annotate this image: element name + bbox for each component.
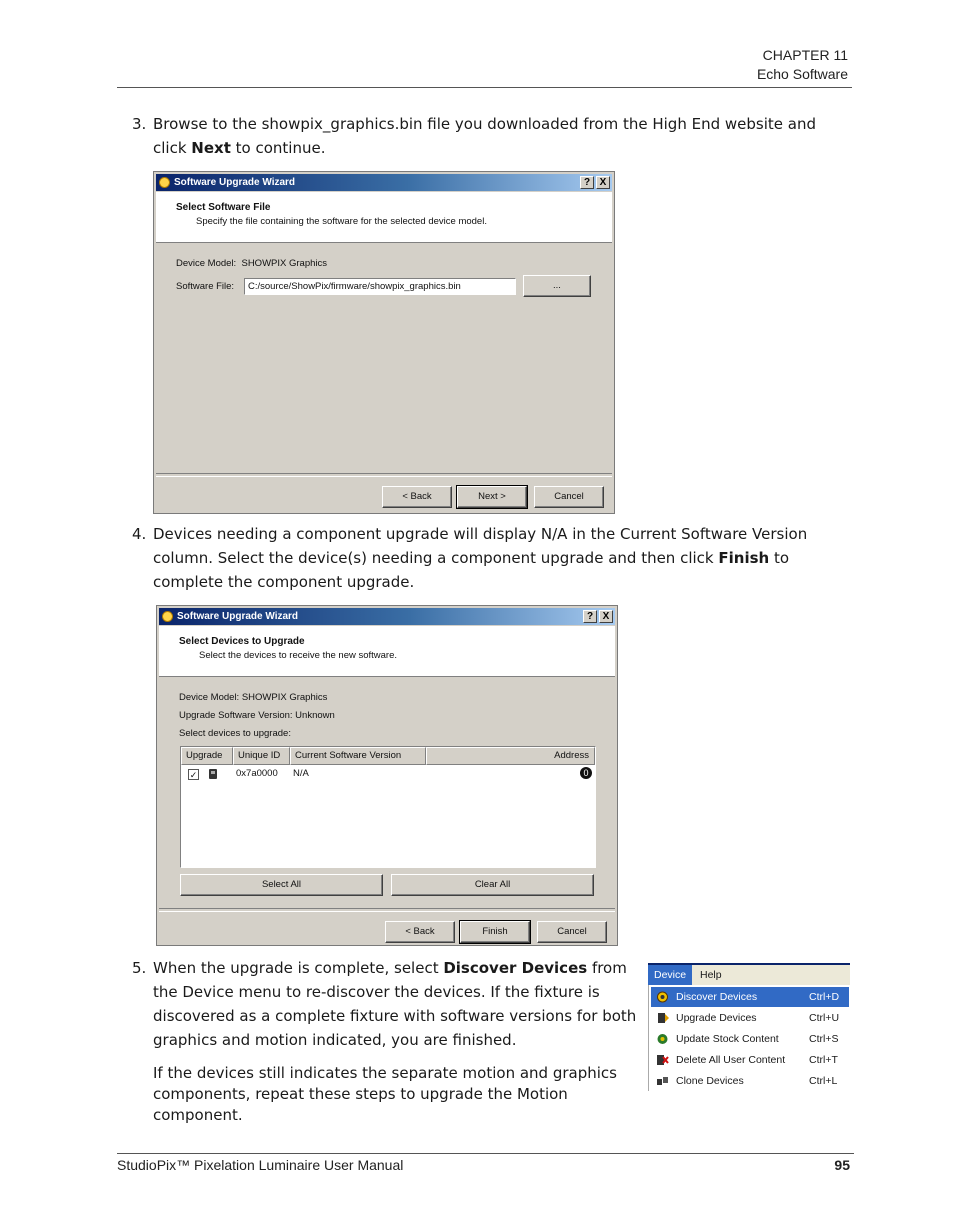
cancel-button[interactable]: Cancel bbox=[534, 486, 604, 508]
menu-item-update-stock-content[interactable]: Update Stock Content Ctrl+S bbox=[651, 1029, 849, 1049]
upgrade-icon bbox=[656, 1012, 669, 1024]
next-button[interactable]: Next > bbox=[457, 486, 527, 508]
step-4: 4. Devices needing a component upgrade will display N/A in the Current Software Version column. Select the device(s) needing a component upgrade and then click Finish to complete the component upgrade. bbox=[132, 525, 808, 591]
devices-list[interactable] bbox=[180, 746, 596, 868]
menu-help[interactable]: Help bbox=[700, 969, 722, 981]
page-number: 95 bbox=[834, 1157, 850, 1173]
software-file-input[interactable]: C:/source/ShowPix/firmware/showpix_graphics.bin bbox=[244, 278, 516, 295]
software-upgrade-wizard-file-dialog bbox=[153, 171, 615, 514]
column-unique-id[interactable]: Unique ID bbox=[233, 747, 290, 765]
browse-button[interactable]: ... bbox=[523, 275, 591, 297]
device-dropdown bbox=[648, 985, 850, 1091]
footer-rule bbox=[117, 1153, 854, 1154]
clone-icon bbox=[656, 1075, 669, 1087]
title-bar: Software Upgrade Wizard ? X bbox=[159, 608, 615, 625]
version-cell: N/A bbox=[293, 768, 309, 779]
step-3: 3. Browse to the showpix_graphics.bin file you downloaded from the High End website and click Next to continue. bbox=[132, 115, 816, 157]
title-bar: Software Upgrade Wizard ? X bbox=[156, 174, 612, 191]
menu-item-delete-all-user-content[interactable]: Delete All User Content Ctrl+T bbox=[651, 1050, 849, 1070]
dialog-separator bbox=[156, 473, 612, 477]
upgrade-version-text: Upgrade Software Version: Unknown bbox=[179, 710, 335, 721]
select-all-button[interactable]: Select All bbox=[180, 874, 383, 896]
back-button[interactable]: < Back bbox=[385, 921, 455, 943]
device-model-value: SHOWPIX Graphics bbox=[241, 258, 328, 269]
discover-icon bbox=[656, 991, 669, 1003]
clear-all-button[interactable]: Clear All bbox=[391, 874, 594, 896]
chapter-number: CHAPTER 11 bbox=[762, 47, 848, 63]
back-button[interactable]: < Back bbox=[382, 486, 452, 508]
chapter-title: Echo Software bbox=[756, 66, 848, 82]
upgrade-checkbox[interactable]: ✓ bbox=[189, 770, 198, 780]
address-cell: 0 bbox=[580, 767, 592, 779]
dialog-separator bbox=[159, 908, 615, 912]
close-button[interactable]: X bbox=[599, 610, 613, 623]
note-paragraph: If the devices still indicates the separate motion and graphics components, repeat these steps to upgrade the Motion component. bbox=[153, 1064, 617, 1124]
chapter-header bbox=[757, 46, 848, 84]
cancel-button[interactable]: Cancel bbox=[537, 921, 607, 943]
menu-item-discover-devices[interactable]: Discover Devices Ctrl+D bbox=[651, 987, 849, 1007]
device-menu-screenshot bbox=[648, 963, 850, 1091]
menu-bar bbox=[648, 963, 850, 985]
help-button[interactable]: ? bbox=[583, 610, 597, 623]
finish-button[interactable]: Finish bbox=[460, 921, 530, 943]
table-row[interactable] bbox=[182, 767, 594, 781]
wizard-header-panel: Select Software File Specify the file containing the software for the selected device model. bbox=[156, 192, 612, 243]
device-model-label: Device Model: bbox=[176, 258, 237, 269]
fixture-icon bbox=[208, 768, 218, 780]
wizard-header-panel: Select Devices to Upgrade Select the devices to receive the new software. bbox=[159, 626, 615, 677]
select-devices-label: Select devices to upgrade: bbox=[179, 728, 291, 739]
menu-item-upgrade-devices[interactable]: Upgrade Devices Ctrl+U bbox=[651, 1008, 849, 1028]
wizard-icon bbox=[159, 177, 170, 188]
help-button[interactable]: ? bbox=[580, 176, 594, 189]
column-address[interactable]: Address bbox=[426, 747, 595, 765]
column-upgrade[interactable]: Upgrade bbox=[181, 747, 233, 765]
device-model-text: Device Model: SHOWPIX Graphics bbox=[179, 692, 328, 703]
header-rule bbox=[117, 87, 852, 88]
software-upgrade-wizard-devices-dialog bbox=[156, 605, 618, 946]
menu-item-clone-devices[interactable]: Clone Devices Ctrl+L bbox=[651, 1071, 849, 1091]
column-current-software-version[interactable]: Current Software Version bbox=[290, 747, 426, 765]
close-button[interactable]: X bbox=[596, 176, 610, 189]
manual-title: StudioPix™ Pixelation Luminaire User Manual bbox=[117, 1157, 404, 1173]
menu-device[interactable]: Device bbox=[648, 965, 692, 985]
software-file-label: Software File: bbox=[176, 281, 235, 292]
delete-icon bbox=[656, 1054, 669, 1066]
unique-id-cell: 0x7a0000 bbox=[236, 768, 278, 779]
step-5: 5. When the upgrade is complete, select Discover Devices from the Device menu to re-discover the devices. If the fixture is discovered as a complete fixture with software versions for both graphics and motion indicated, you are finished. bbox=[132, 959, 637, 1049]
wizard-icon bbox=[162, 611, 173, 622]
stock-content-icon bbox=[656, 1033, 669, 1045]
